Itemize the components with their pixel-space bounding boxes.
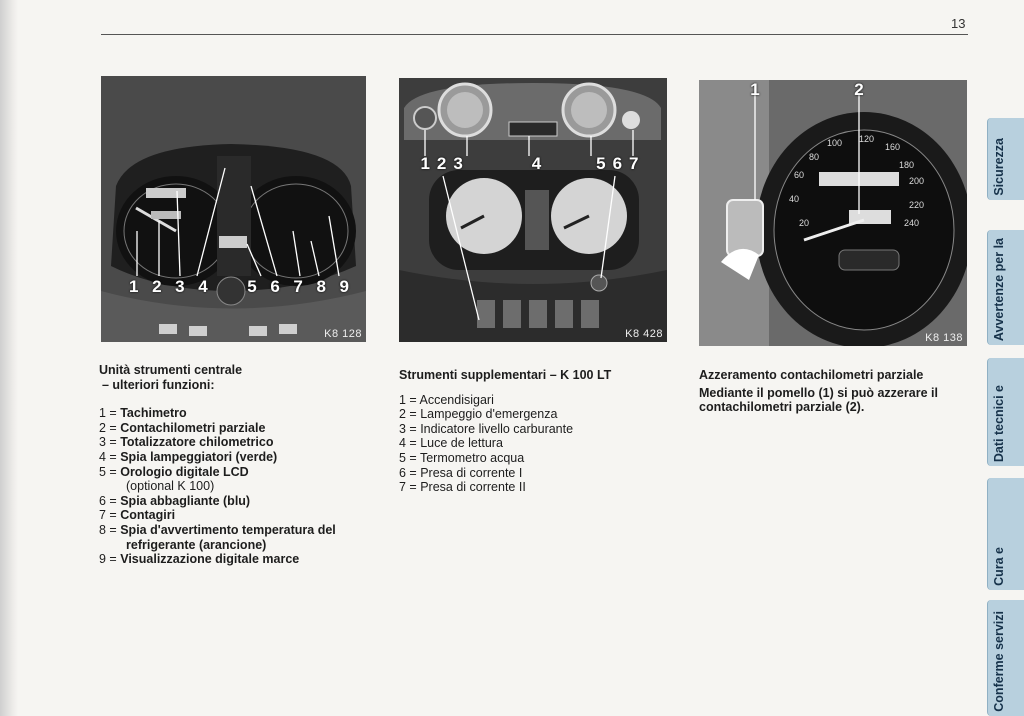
svg-text:200: 200 [909,176,925,186]
section-title: Strumenti supplementari – K 100 LT [399,368,612,382]
item-text: Contagiri [120,508,176,523]
svg-text:180: 180 [899,160,915,170]
description-line: Mediante il pomello (1) si può azzerare il [699,385,938,400]
callout-label: 4 [198,277,208,296]
callout-label: 2 [152,277,162,296]
header-rule [101,34,968,35]
svg-text:100: 100 [827,138,843,148]
book-spine-shadow [0,0,18,716]
svg-text:120: 120 [859,134,875,144]
callout-label: 2 [854,80,864,99]
svg-text:80: 80 [809,152,820,162]
section-tabs [988,118,1024,716]
item-text: Spia d'avvertimento temperatura del [120,522,336,537]
item-text: Visualizzazione digitale marce [120,552,300,567]
callout-label: 4 [531,154,542,173]
callout-label: 1 [750,80,760,99]
section-subtitle: – ulteriori funzioni: [102,377,215,392]
svg-text:160: 160 [885,142,901,152]
item-number: 9 = [99,552,117,567]
callout-label: 6 [612,154,623,173]
list-item [99,465,379,480]
list-item: 5 = Termometro acqua [399,450,525,465]
supplementary-legend [399,368,679,495]
callout-label: 7 [629,154,639,173]
list-item-continuation: refrigerante (arancione) [126,537,267,552]
photo-code: K8 428 [625,328,663,340]
legend-list [99,406,379,567]
trip-reset-drawing [699,80,967,346]
tab-label: Conferme servizi [992,611,1006,712]
tab-sicurezza[interactable] [987,118,1024,200]
instrument-cluster-drawing [101,76,366,342]
list-item [99,508,379,523]
item-number: 5 = [99,464,117,479]
item-text: Tachimetro [120,406,187,421]
list-item: 2 = Lampeggio d'emergenza [399,407,558,422]
supplementary-instruments-drawing [399,78,667,342]
tab-cura[interactable] [987,478,1024,590]
callout-label: 5 [596,154,606,173]
trip-reset-text [699,368,974,415]
item-number: 8 = [99,522,117,537]
instrument-cluster-photo [101,76,366,342]
photo-code: K8 138 [925,332,963,344]
photo-code: K8 128 [324,328,362,340]
item-number: 4 = [99,449,117,464]
tab-label: Sicurezza [992,138,1006,196]
legend-list [399,393,679,495]
section-title: Azzeramento contachilometri parziale [699,368,924,382]
tab-label: Avvertenze per la [992,237,1006,341]
list-item [99,450,379,465]
callout-label: 6 [270,277,280,296]
svg-text:40: 40 [789,194,800,204]
callout-label: 7 [293,277,303,296]
callout-numbers [129,277,349,297]
tab-dati-tecnici[interactable] [987,358,1024,466]
list-item [99,552,379,567]
item-text: Spia lampeggiatori (verde) [120,449,278,464]
callout-label: 1 [420,154,430,173]
list-item: 6 = Presa di corrente I [399,465,523,480]
list-item [99,406,379,421]
item-text: Spia abbagliante (blu) [120,493,251,508]
item-number: 6 = [99,493,117,508]
callout-label: 3 [175,277,185,296]
item-number: 2 = [99,420,117,435]
supplementary-instruments-photo [399,78,667,342]
list-item: 7 = Presa di corrente II [399,480,526,495]
callout-label: 8 [316,277,326,296]
list-item [99,421,379,436]
central-unit-legend [99,363,379,567]
item-text: Contachilometri parziale [120,420,266,435]
callout-label: 9 [339,277,349,296]
description-line: contachilometri parziale (2). [699,400,865,415]
tab-conferme-servizi[interactable] [987,600,1024,716]
callout-label: 2 [436,154,447,173]
list-item: 1 = Accendisigari [399,392,494,407]
page-number: 13 [951,16,966,31]
svg-text:220: 220 [909,200,925,210]
item-number: 7 = [99,508,117,523]
item-text: Totalizzatore chilometrico [120,435,274,450]
list-item: 4 = Luce de lettura [399,436,503,451]
section-title: Unità strumenti centrale [99,363,243,377]
tab-label: Dati tecnici e [992,384,1006,462]
callout-label: 3 [453,154,463,173]
list-item: 3 = Indicatore livello carburante [399,421,574,436]
item-number: 3 = [99,435,117,450]
trip-reset-photo [699,80,967,346]
item-text: Orologio digitale LCD [120,464,249,479]
callout-numbers [417,154,642,174]
list-item [99,435,379,450]
svg-text:60: 60 [794,170,805,180]
callout-numbers [747,80,867,100]
list-item [99,523,379,538]
list-item [99,494,379,509]
callout-label: 5 [247,277,257,296]
tab-avvertenze[interactable] [987,230,1024,345]
svg-text:20: 20 [799,218,810,228]
item-number: 1 = [99,406,117,421]
tab-label: Cura e [992,547,1006,586]
svg-text:240: 240 [904,218,920,228]
callout-label: 1 [129,277,139,296]
list-item-continuation: (optional K 100) [126,479,215,494]
